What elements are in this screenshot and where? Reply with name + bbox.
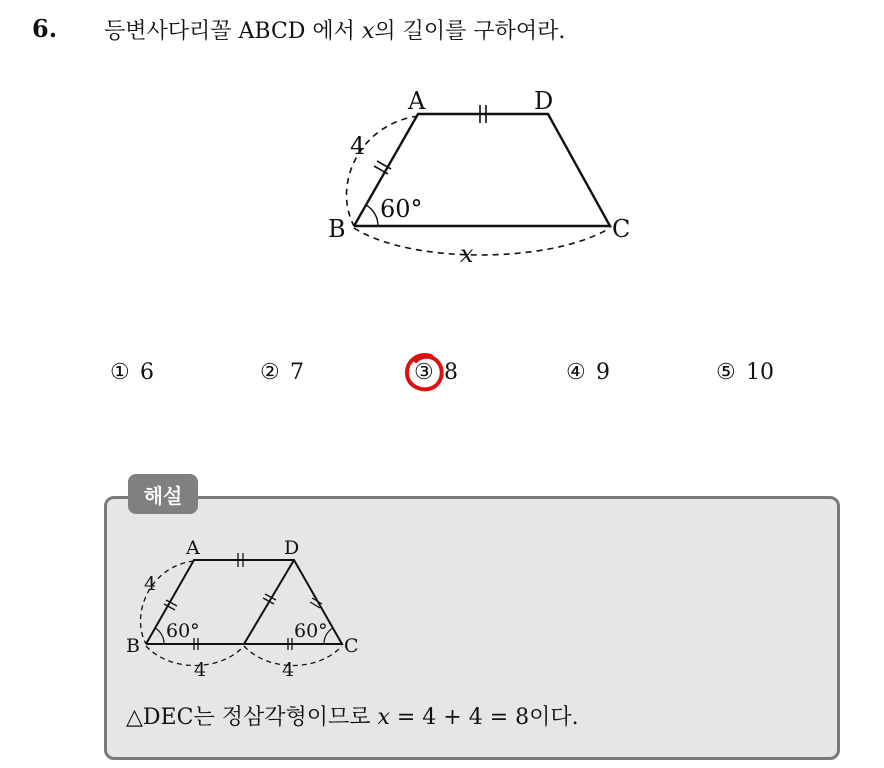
question-text-after: 의 길이를 구하여라. [374,19,566,44]
choice-1-value: 6 [140,360,154,385]
solution-vertex-label-a: A [186,537,200,559]
solution-side-label: 4 [144,573,157,595]
answer-circle-mark [401,348,449,396]
solution-text-after: 이다. [529,705,579,730]
side-label-ab: 4 [350,132,366,160]
question-number: 6. [32,14,58,43]
angle-label-b: 60° [380,195,423,223]
choice-5[interactable] [716,360,774,385]
choice-2-number: ② [260,360,280,385]
solution-variable: x [377,705,390,730]
choice-5-value: 10 [746,360,774,385]
choice-4-number: ④ [566,360,586,385]
question-text-before: 등변사다리꼴 ABCD 에서 [104,19,362,44]
choice-2[interactable] [260,360,304,385]
choice-3-number: ③ [414,360,434,385]
solution-label: 해설 [128,474,198,514]
angle-arc-b [366,205,378,226]
solution-angle-arc-b [155,628,164,644]
solution-angle-label-c: 60° [294,620,328,642]
choice-2-value: 7 [290,360,304,385]
choice-3-value: 8 [444,360,458,385]
choice-1[interactable] [110,360,154,385]
solution-angle-label-b: 60° [166,620,200,642]
solution-vertex-label-d: D [284,537,300,559]
choice-4-value: 9 [596,360,610,385]
vertex-label-b: B [328,215,346,243]
solution-vertex-label-c: C [344,635,359,657]
vertex-label-c: C [612,215,631,243]
choice-1-number: ① [110,360,130,385]
solution-bottom-label-right: 4 [282,659,295,681]
dashed-arc-bc [354,228,610,255]
question-variable: x [361,19,375,44]
solution-equation: = 4 + 4 = 8 [389,705,530,730]
solution-bottom-label-left: 4 [194,659,207,681]
bottom-label-x: x [460,240,474,268]
solution-vertex-label-b: B [126,635,140,657]
choice-5-number: ⑤ [716,360,736,385]
answer-choices [110,360,830,396]
choice-4[interactable] [566,360,610,385]
vertex-label-d: D [534,87,554,115]
solution-text [126,700,579,731]
trapezoid-figure [320,84,640,274]
solution-text-before: △DEC는 정삼각형이므로 [126,705,378,730]
vertex-label-a: A [408,87,426,115]
solution-figure [120,534,370,684]
question-text [104,14,565,45]
